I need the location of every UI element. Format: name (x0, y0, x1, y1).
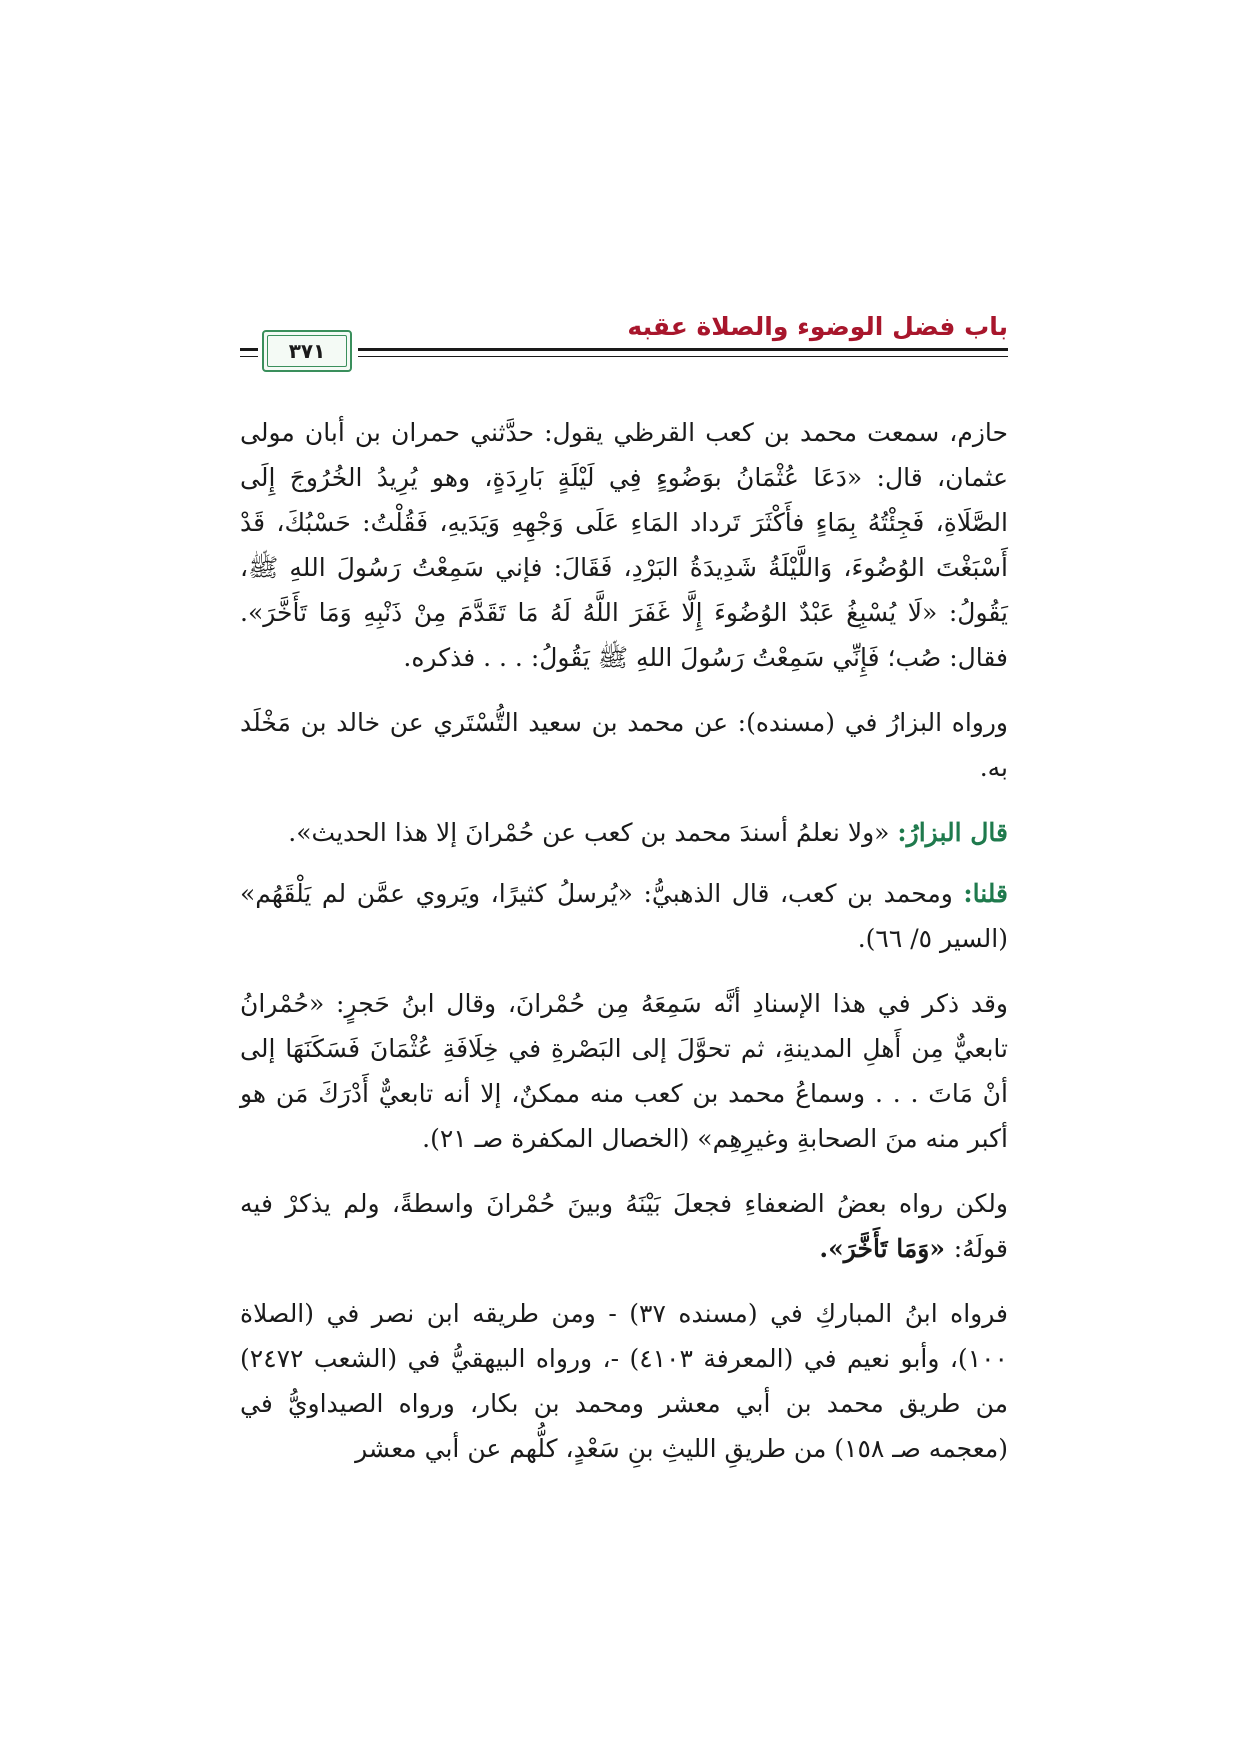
lead-label: قال البزارُ: (897, 818, 1008, 847)
header-rule (358, 348, 1008, 351)
text-line: وقد ذكر في هذا الإسنادِ أنَّه سَمِعَهُ مِن حُمْرانَ، وقال ابنُ حَجرٍ: «حُمْرانُ (240, 989, 1008, 1018)
page-body (240, 410, 1008, 1491)
paragraph-our-note (240, 871, 1008, 961)
text-line: الصَّلَاةِ، فَجِئْتُهُ بِمَاءٍ فأَكْثَرَ تَرداد المَاءِ عَلَى وَجْهِهِ وَيَدَيهِ، فَقُلْتُ: حَسْبُكَ، قَدْ (240, 508, 1008, 537)
text-line: قولَهُ: (953, 1234, 1008, 1263)
text-line: أَسْبَغْتَ الوُضُوءَ، وَاللَّيْلَةُ شَدِيدَةُ البَرْدِ، فَقَالَ: فإني سَمِعْتُ رَسُولَ اللهِ ﷺ، (240, 553, 1008, 582)
header-rule-thin (358, 356, 1008, 357)
paragraph-weak-narration (240, 1181, 1008, 1271)
page-header (240, 312, 1008, 376)
text-line: أنْ مَاتَ . . . وسماعُ محمد بن كعب منه ممكنٌ، إلا أنه تابعيٌّ أَدْرَكَ مَن هو (240, 1079, 1008, 1108)
chapter-title: باب فضل الوضوء والصلاة عقبه (627, 312, 1008, 341)
header-rule-left-thin (240, 356, 258, 357)
text-line: ولكن رواه بعضُ الضعفاءِ فجعلَ بَيْنَهُ وبينَ حُمْرانَ واسطةً، ولم يذكرْ فيه (240, 1189, 1008, 1218)
text-line: مَخْلَد به. (240, 708, 1008, 782)
lead-label: قلنا: (963, 879, 1008, 908)
text-line: فقال: صُب؛ فَإِنِّي سَمِعْتُ رَسُولَ اللهِ ﷺ يَقُولُ: . . . فذكره. (403, 643, 1008, 672)
paragraph-hadith-narration (240, 410, 1008, 680)
paragraph-bazzar-quote (240, 810, 1008, 855)
text-line: في (معجمه صـ ١٥٨) من طريقِ الليثِ بنِ سَعْدٍ، كلُّهم عن أبي معشر (240, 1389, 1008, 1463)
text-line: أكبر منه منَ الصحابةِ وغيرِهِم» (الخصال المكفرة صـ ٢١). (422, 1124, 1008, 1153)
text-line: يَلْقَهُم» (السير ٥/ ٦٦). (240, 879, 1008, 953)
paragraph-ibn-hajar (240, 981, 1008, 1161)
text-line: فرواه ابنُ المباركِ في (مسنده ٣٧) - ومن طريقه ابن نصر في (الصلاة (240, 1299, 1008, 1328)
text-line: حازم، سمعت محمد بن كعب القرظي يقول: حدَّثني حمران بن أبان مولى (240, 418, 1008, 447)
text-line: تابعيٌّ مِن أَهلِ المدينةِ، ثم تحوَّلَ إلى البَصْرةِ في خِلَافَةِ عُثْمَانَ فَسَكَنَهَا إلى (240, 1034, 1008, 1063)
text-line: ٢٤٧٢) من طريق محمد بن أبي معشر ومحمد بن بكار، ورواه الصيداويُّ (240, 1344, 1009, 1418)
page-number-badge (262, 330, 352, 372)
text-line: ١٠٠)، وأبو نعيم في (المعرفة ٤١٠٣) -، ورواه البيهقيُّ في (الشعب (313, 1344, 1008, 1373)
text-line: عثمان، قال: «دَعَا عُثْمَانُ بوَضُوءٍ فِي لَيْلَةٍ بَارِدَةٍ، وهو يُرِيدُ الخُرُوجَ إِلَى (240, 463, 1008, 492)
paragraph-bazzar-source (240, 700, 1008, 790)
text-line: «ولا نعلمُ أسندَ محمد بن كعب عن حُمْرانَ إلا هذا الحديث». (288, 818, 890, 847)
page-number: ٣٧١ (288, 339, 326, 363)
quoted-phrase: «وَمَا تَأَخَّرَ». (819, 1234, 954, 1263)
header-rule-left (240, 348, 258, 351)
text-line: يَقُولُ: «لَا يُسْبِغُ عَبْدٌ الوُضُوءَ إِلَّا غَفَرَ اللَّهُ لَهُ مَا تَقَدَّمَ مِنْ ذَنْبِهِ وَمَا تَأَخَّرَ». (240, 598, 1008, 627)
text-line: ورواه البزارُ في (مسنده): عن محمد بن سعيد التُّسْتَري عن خالد بن (300, 708, 1008, 737)
text-line: ومحمد بن كعب، قال الذهبيُّ: «يُرسلُ كثيرًا، ويَروي عمَّن لم (321, 879, 953, 908)
paragraph-other-narrations (240, 1291, 1008, 1471)
